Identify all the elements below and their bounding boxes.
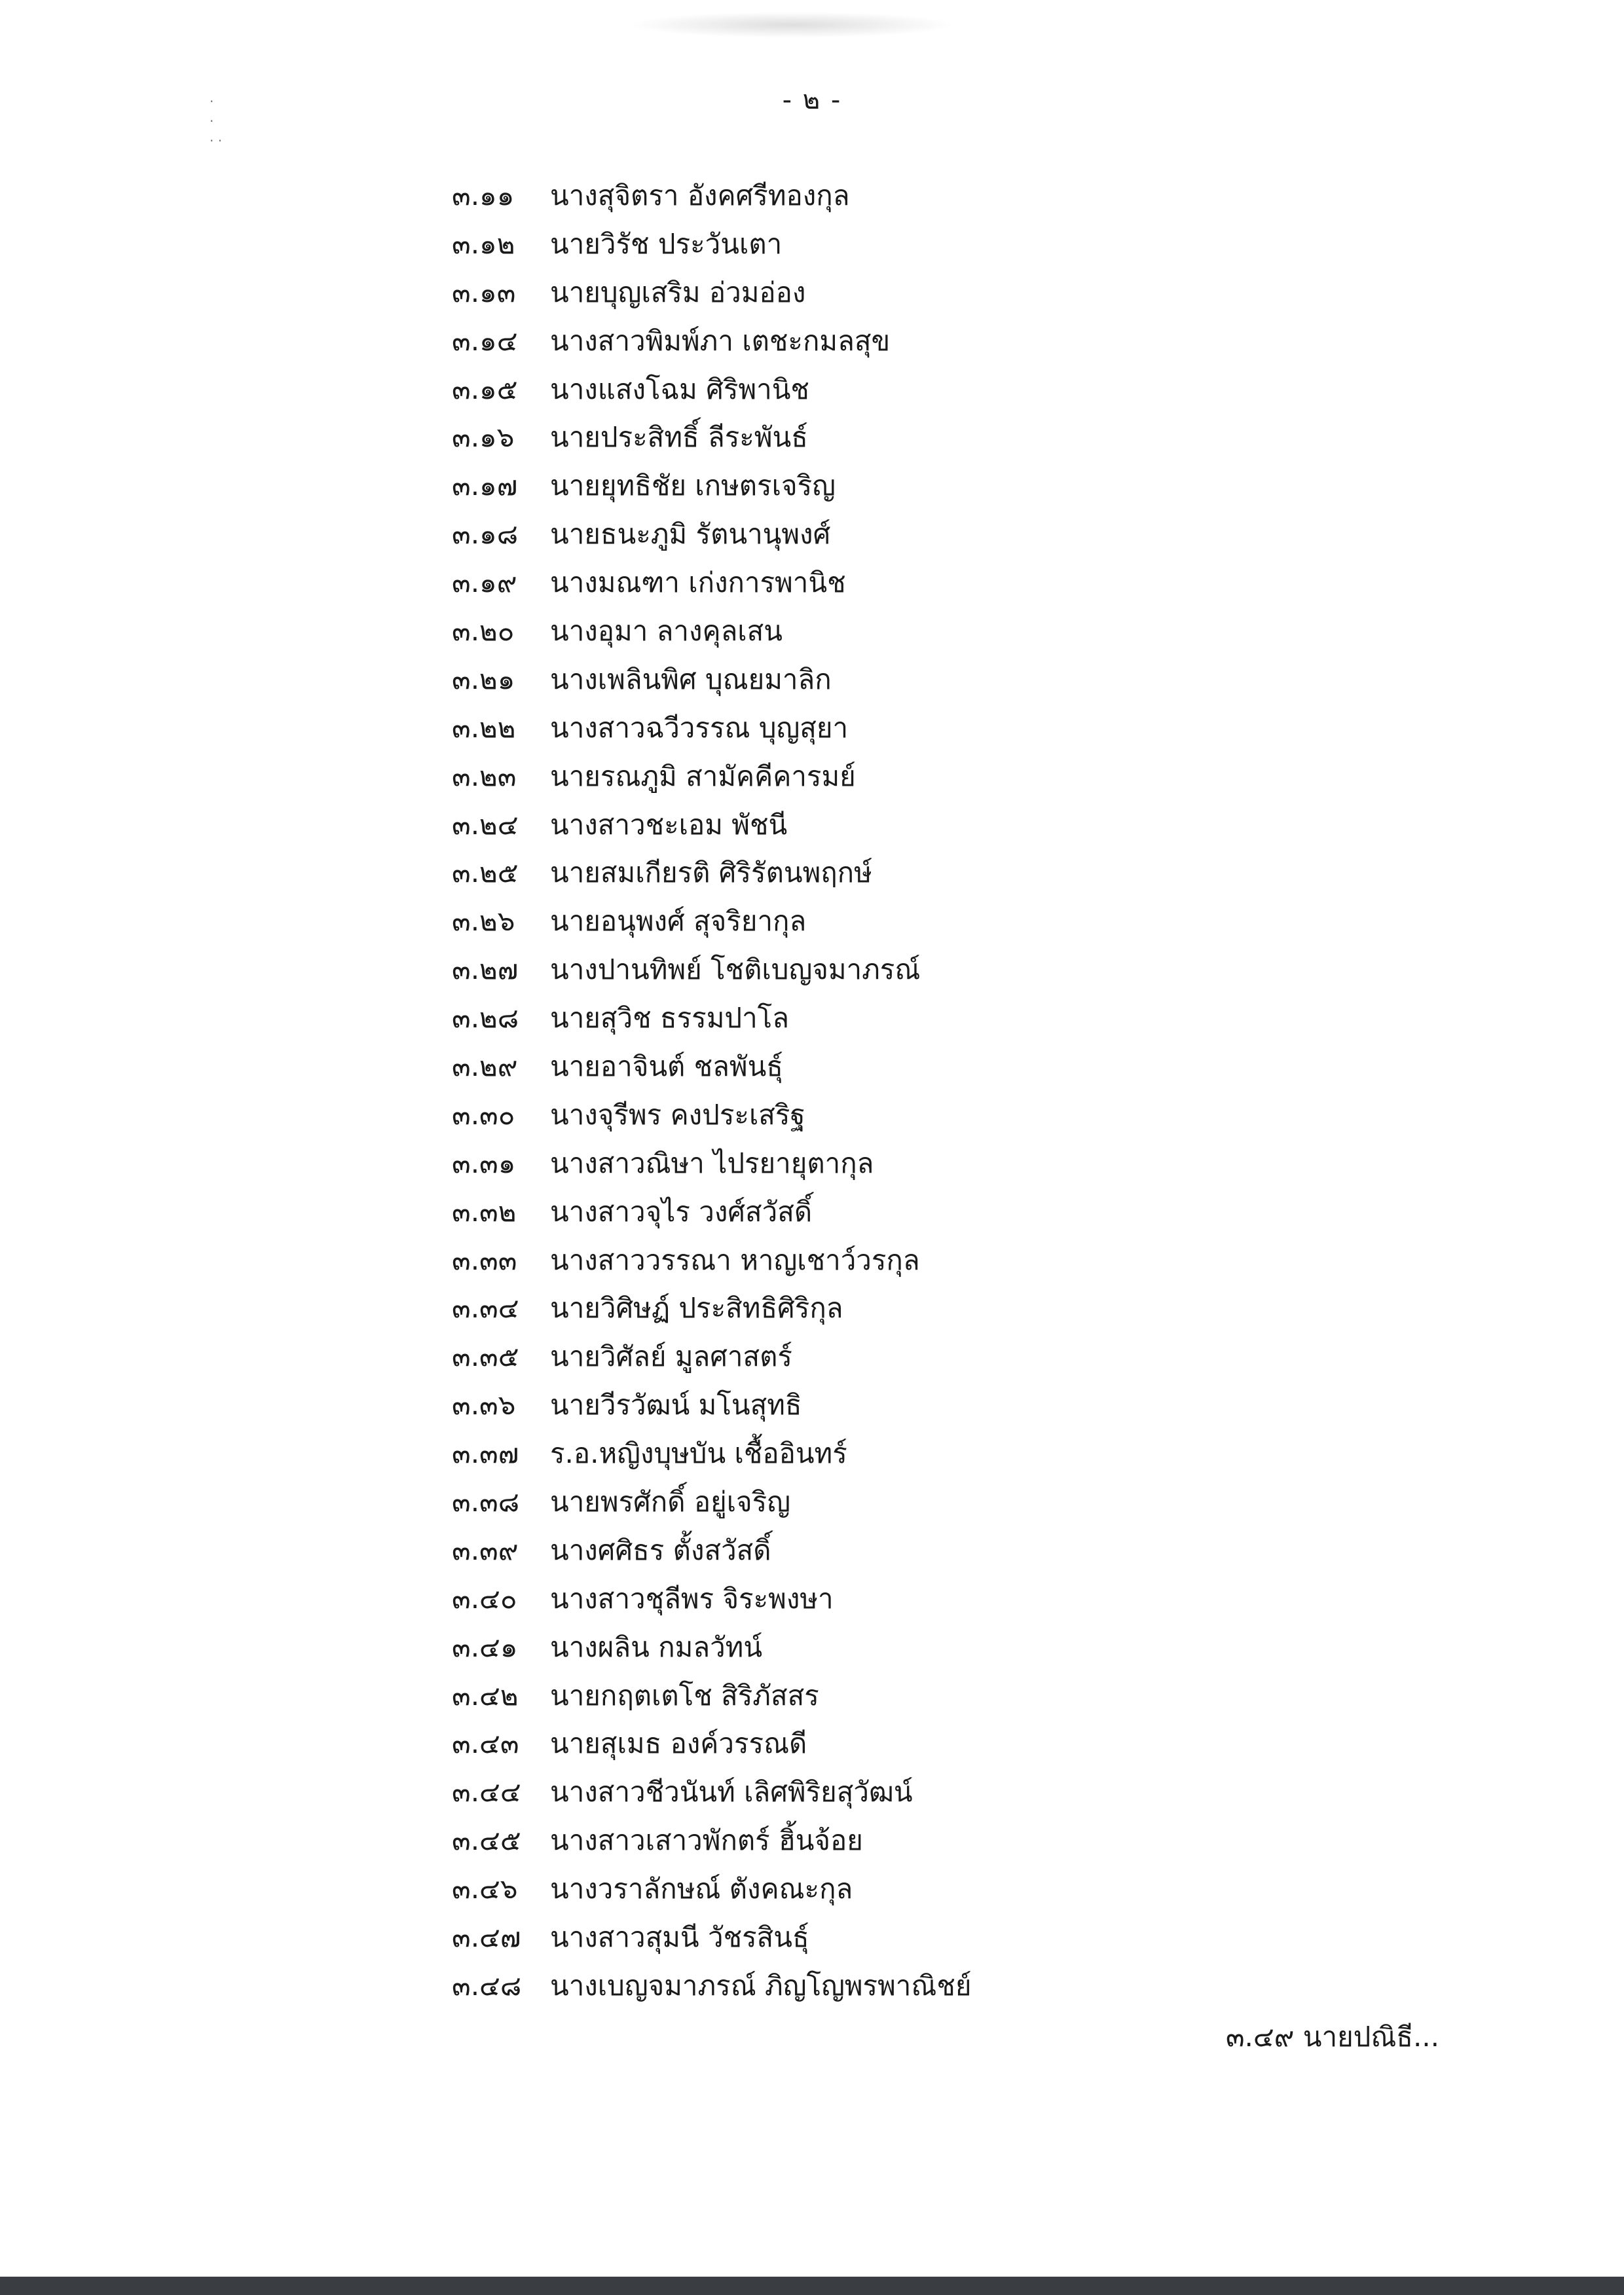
item-number: ๓.๒๗ <box>452 953 519 986</box>
item-number: ๓.๑๒ <box>452 227 515 260</box>
list-item <box>452 1575 971 1623</box>
list-item <box>452 1526 971 1575</box>
item-number: ๓.๒๕ <box>452 856 519 889</box>
item-number: ๓.๔๖ <box>452 1873 518 1905</box>
item-number: ๓.๑๘ <box>452 518 519 551</box>
item-person-name: นางสาวพิมพ์ภา เตชะกมลสุข <box>550 324 891 357</box>
list-item <box>452 1913 971 1962</box>
list-item <box>452 268 971 317</box>
item-person-name: ร.อ.หญิงบุษบัน เชื้ออินทร์ <box>550 1437 847 1470</box>
item-person-name: นายวิศิษฏ์ ประสิทธิศิริกุล <box>550 1292 843 1325</box>
item-person-name: นางสาวชุลีพร จิระพงษา <box>550 1582 834 1615</box>
list-item <box>452 849 971 897</box>
list-item <box>452 752 971 801</box>
item-person-name: นายธนะภูมิ รัตนานุพงศ์ <box>550 518 831 551</box>
list-item <box>452 1332 971 1381</box>
list-item <box>452 1672 971 1720</box>
list-item <box>452 946 971 994</box>
item-person-name: นางปานทิพย์ โชติเบญจมาภรณ์ <box>550 953 921 986</box>
scan-edge-marks: · · · · <box>210 94 223 149</box>
item-person-name: นายประสิทธิ์ ลีระพันธ์ <box>550 421 808 454</box>
item-person-name: นายอนุพงศ์ สุจริยากุล <box>550 905 807 938</box>
item-person-name: นายรณภูมิ สามัคคีคารมย์ <box>550 760 856 792</box>
item-person-name: นายพรศักดิ์ อยู่เจริญ <box>550 1485 791 1518</box>
item-person-name: นางสาวเสาวพักตร์ ฮิ้นจ้อย <box>550 1824 863 1857</box>
list-item <box>452 172 971 220</box>
item-person-name: นางผลิน กมลวัทน์ <box>550 1630 763 1663</box>
list-item <box>452 1284 971 1332</box>
list-item <box>452 994 971 1042</box>
item-number: ๓.๒๓ <box>452 760 517 792</box>
item-person-name: นายกฤตเตโช สิริภัสสร <box>550 1679 819 1712</box>
item-number: ๓.๑๑ <box>452 179 515 211</box>
item-person-name: นางวราลักษณ์ ตังคณะกุล <box>550 1873 853 1905</box>
item-number: ๓.๒๐ <box>452 614 515 647</box>
scan-bottom-edge <box>0 2277 1624 2295</box>
item-person-name: นางสาวณิษา ไปรยายุตากุล <box>550 1147 874 1179</box>
name-list <box>452 172 971 2010</box>
item-number: ๓.๓๙ <box>452 1533 519 1566</box>
item-person-name: นางเพลินพิศ บุณยมาลิก <box>550 663 832 695</box>
item-number: ๓.๒๒ <box>452 711 516 744</box>
list-item <box>452 1816 971 1865</box>
item-person-name: นางเบญจมาภรณ์ ภิญโญพรพาณิชย์ <box>550 1969 972 2002</box>
item-number: ๓.๔๔ <box>452 1776 521 1808</box>
item-number: ๓.๔๘ <box>452 1969 522 2002</box>
list-item <box>452 897 971 946</box>
item-number: ๓.๔๒ <box>452 1679 519 1712</box>
item-number: ๓.๒๔ <box>452 808 519 841</box>
item-person-name: นางสาวฉวีวรรณ บุญสุยา <box>550 711 849 744</box>
list-item <box>452 801 971 849</box>
item-number: ๓.๓๒ <box>452 1195 517 1228</box>
item-number: ๓.๔๗ <box>452 1921 521 1953</box>
list-item <box>452 462 971 510</box>
item-number: ๓.๔๐ <box>452 1582 517 1615</box>
item-number: ๓.๓๐ <box>452 1098 515 1131</box>
item-person-name: นางสาวจุไร วงศ์สวัสดิ์ <box>550 1195 813 1228</box>
scan-smudge <box>629 12 956 38</box>
list-item <box>452 1768 971 1816</box>
item-person-name: นายสมเกียรติ ศิริรัตนพฤกษ์ <box>550 856 872 889</box>
list-item <box>452 1042 971 1091</box>
list-item <box>452 1720 971 1769</box>
list-item <box>452 1091 971 1139</box>
item-number: ๓.๓๕ <box>452 1340 519 1373</box>
item-number: ๓.๑๕ <box>452 373 518 405</box>
item-person-name: นางศศิธร ตั้งสวัสดิ์ <box>550 1533 771 1566</box>
item-person-name: นายบุญเสริม อ่วมอ่อง <box>550 276 806 308</box>
list-item <box>452 1188 971 1236</box>
item-number: ๓.๒๖ <box>452 905 515 938</box>
item-person-name: นางมณฑา เก่งการพานิช <box>550 566 846 599</box>
list-item <box>452 1139 971 1188</box>
item-number: ๓.๓๔ <box>452 1292 519 1325</box>
item-person-name: นายสุเมธ องค์วรรณดี <box>550 1727 807 1760</box>
item-number: ๓.๑๖ <box>452 421 515 454</box>
item-number: ๓.๑๓ <box>452 276 516 308</box>
list-item <box>452 1623 971 1672</box>
item-person-name: นายอาจินต์ ชลพันธุ์ <box>550 1050 783 1082</box>
list-item <box>452 317 971 365</box>
item-number: ๓.๒๙ <box>452 1050 518 1082</box>
item-person-name: นางสุจิตรา อังคศรีทองกุล <box>550 179 850 211</box>
page-number: - ๒ - <box>782 85 842 115</box>
item-person-name: นางอุมา ลางคุลเสน <box>550 614 783 647</box>
item-number: ๓.๓๑ <box>452 1147 516 1179</box>
item-number: ๓.๔๓ <box>452 1727 519 1760</box>
list-item <box>452 1236 971 1285</box>
item-number: ๓.๑๙ <box>452 566 517 599</box>
item-number: ๓.๓๗ <box>452 1437 519 1470</box>
item-person-name: นายยุทธิชัย เกษตรเจริญ <box>550 469 836 502</box>
item-number: ๓.๑๗ <box>452 469 518 502</box>
item-person-name: นายวิรัช ประวันเตา <box>550 227 783 260</box>
list-item <box>452 1381 971 1429</box>
list-item <box>452 559 971 607</box>
list-item <box>452 1865 971 1913</box>
item-number: ๓.๔๑ <box>452 1630 518 1663</box>
list-item <box>452 1478 971 1526</box>
item-person-name: นายวิศัลย์ มูลศาสตร์ <box>550 1340 792 1373</box>
continuation-text: ๓.๔๙ นายปณิธี... <box>1225 2021 1439 2053</box>
item-number: ๓.๑๔ <box>452 324 518 357</box>
item-person-name: นายวีรวัฒน์ มโนสุทธิ <box>550 1389 802 1422</box>
list-item <box>452 510 971 559</box>
item-number: ๓.๔๕ <box>452 1824 521 1857</box>
item-number: ๓.๓๓ <box>452 1243 517 1276</box>
list-item <box>452 655 971 704</box>
list-item <box>452 220 971 268</box>
list-item <box>452 1962 971 2010</box>
item-person-name: นายสุวิช ธรรมปาโล <box>550 1002 789 1035</box>
item-person-name: นางจุรีพร คงประเสริฐ <box>550 1098 805 1131</box>
item-number: ๓.๒๑ <box>452 663 515 695</box>
list-item <box>452 607 971 655</box>
item-person-name: นางสาววรรณา หาญเชาว์วรกุล <box>550 1243 920 1276</box>
item-number: ๓.๒๘ <box>452 1002 519 1035</box>
list-item <box>452 365 971 414</box>
item-person-name: นางแสงโฉม ศิริพานิช <box>550 373 809 405</box>
item-person-name: นางสาวชะเอม พัชนี <box>550 808 788 841</box>
item-number: ๓.๓๘ <box>452 1485 520 1518</box>
item-person-name: นางสาวสุมนี วัชรสินธุ์ <box>550 1921 809 1953</box>
list-item <box>452 1429 971 1478</box>
item-person-name: นางสาวชีวนันท์ เลิศพิริยสุวัฒน์ <box>550 1776 913 1808</box>
list-item <box>452 704 971 752</box>
list-item <box>452 413 971 462</box>
item-number: ๓.๓๖ <box>452 1389 516 1422</box>
